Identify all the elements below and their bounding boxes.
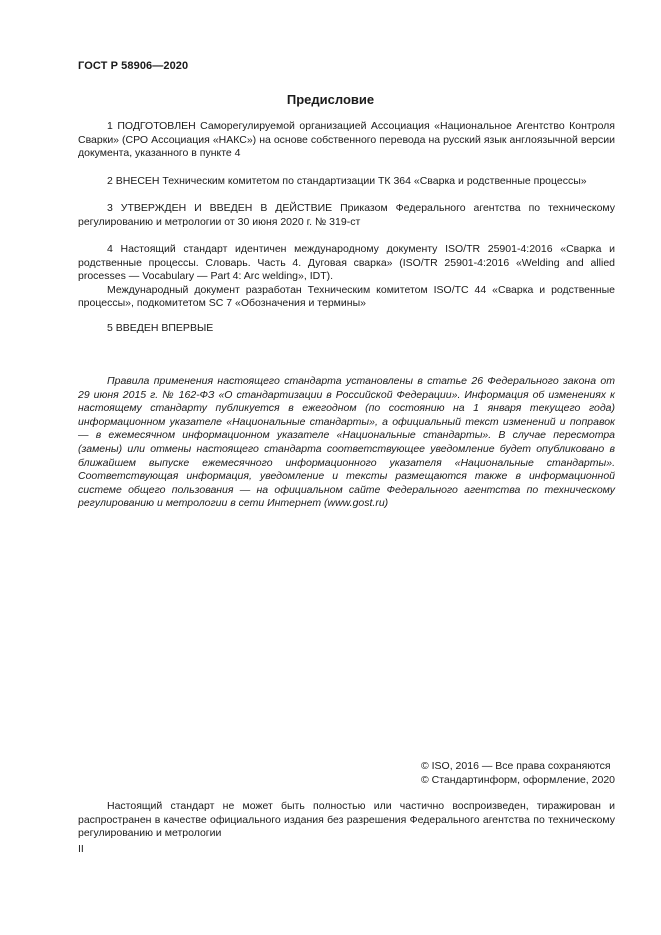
preface-item-2 — [78, 175, 615, 189]
preface-item-4 — [78, 243, 615, 311]
preface-item-4-note: Международный документ разработан Техническим комитетом ISO/TC 44 «Сварка и родственные процессы», подкомитетом SC 7 «Обозначения и термины» — [78, 283, 615, 310]
preface-item-1 — [78, 120, 615, 161]
copyright-block — [421, 760, 615, 787]
rules-text: Правила применения настоящего стандарта установлены в статье 26 Федерального закона от 29 июня 2015 г. № 162-ФЗ «О стандартизации в Российской Федерации». Информация об изменениях к настоящему стандарту публикуется в ежегодном (по состоянию на 1 января текущего года) информационном указателе «Национальные стандарты», а официальный текст изменений и поправок — в ежемесячном информационном указателе «Национальные стандарты». В случае пересмотра (замены) или отмены настоящего стандарта соответствующее уведомление будет опубликовано в ближайшем выпуске ежемесячного информационного указателя «Национальные стандарты». Соответствующая информация, уведомление и тексты размещаются также в информационной системе общего пользования — на официальном сайте Федерального агентства по техническому регулированию и метрологии в сети Интернет (www.gost.ru) — [78, 375, 615, 510]
notice-text: Настоящий стандарт не может быть полностью или частично воспроизведен, тиражирован и распространен в качестве официального издания без разрешения Федерального агентства по техническому регулированию и метрологии — [78, 800, 615, 840]
preface-item-3 — [78, 202, 615, 229]
standartinform-copyright: © Стандартинформ, оформление, 2020 — [420, 773, 615, 786]
reproduction-notice — [78, 800, 615, 841]
page-title: Предисловие — [286, 92, 375, 107]
preface-item-5-text: 5 ВВЕДЕН ВПЕРВЫЕ — [107, 322, 214, 334]
preface-item-3-text: 3 УТВЕРЖДЕН И ВВЕДЕН В ДЕЙСТВИЕ Приказом Федерального агентства по техническому регулированию и метрологии от 30 июня 2020 г. № 319-ст — [78, 202, 615, 228]
preface-item-2-text: 2 ВНЕСЕН Техническим комитетом по стандартизации ТК 364 «Сварка и родственные процессы» — [107, 175, 587, 187]
page-number: II — [78, 843, 84, 855]
standard-code: ГОСТ Р 58906—2020 — [78, 60, 189, 72]
iso-copyright: © ISO, 2016 — Все права сохраняются — [420, 760, 611, 772]
rules-paragraph — [78, 375, 615, 511]
preface-item-5 — [78, 322, 615, 336]
preface-item-4-text: 4 Настоящий стандарт идентичен международному документу ISO/TR 25901-4:2016 «Сварка и родственные процессы. Словарь. Часть 4. Дуговая сварка» (ISO/TR 25901-4:2016 «Welding and allied processes — Vocabulary — Part 4: Arc welding», IDT). — [78, 243, 615, 283]
preface-item-1-text: 1 ПОДГОТОВЛЕН Саморегулируемой организацией Ассоциация «Национальное Агентство Контроля Сварки» (СРО Ассоциация «НАКС») на основе собственного перевода на русский язык англоязычной версии документа, указанного в пункте 4 — [78, 120, 615, 160]
